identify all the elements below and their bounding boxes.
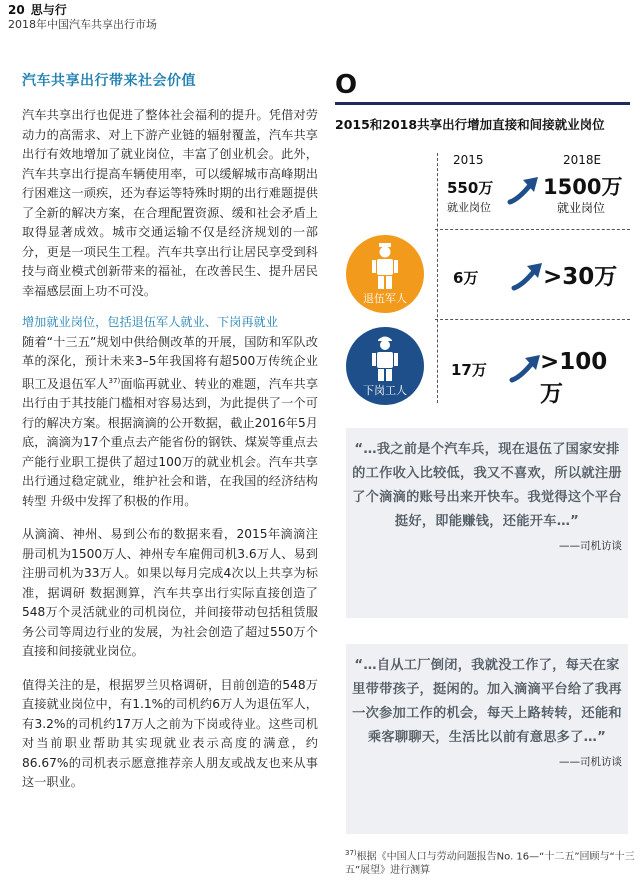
veteran-circle bbox=[346, 235, 424, 313]
paragraph-3: 从滴滴、神州、易到公布的数据来看，2015年滴滴注册司机为1500万人、神州专车雇佣司机3.6万人、易到注册司机为33万人。如果以每月完成4次以上共享为标准，据调研 数据测算，汽车共享出行实际直接创造了548万个灵活就业的司机岗位，并间接带动包括租赁服务公司等周边行业的发展，为社会创造了超过550万个直接和间接就业岗位。 bbox=[22, 527, 318, 659]
arrow-up-right-icon bbox=[507, 175, 541, 205]
footnote-number: 37) bbox=[345, 849, 357, 857]
quote-1-source: ——司机访谈 bbox=[559, 540, 622, 552]
infographic-title: 2015和2018共享出行增加直接和间接就业岗位 bbox=[335, 117, 605, 132]
arrow-up-right-icon bbox=[511, 261, 545, 291]
quote-2-source: ——司机访谈 bbox=[559, 756, 622, 768]
row2-2015-value: 6万 bbox=[453, 269, 479, 287]
worker-person-icon bbox=[372, 335, 398, 381]
quote-1: “…我之前是个汽车兵，现在退伍了国家安排的工作收入比较低，我又不喜欢，所以就注册了个滴滴的账号出来开快车。我觉得这个平台挺好，即能赚钱，还能开车…” bbox=[352, 442, 622, 529]
row3-2015-value: 17万 bbox=[451, 361, 487, 379]
row3-2018-value: >100万 bbox=[540, 349, 608, 407]
right-column bbox=[335, 70, 630, 413]
page-header bbox=[8, 2, 628, 32]
row1-2018-value: 1500万 bbox=[543, 175, 623, 199]
veteran-label: 退伍军人 bbox=[363, 292, 407, 305]
footnote bbox=[345, 846, 635, 878]
quote-2: “…自从工厂倒闭，我就没工作了，每天在家里带带孩子，挺闲的。加入滴滴平台给了我再一次参加工作的机会，每天上路转转，还能和乘客聊聊天，生活比以前有意思多了…” bbox=[352, 658, 622, 745]
year-2018e: 2018E bbox=[563, 153, 602, 167]
paragraph-1: 汽车共享出行也促进了整体社会福利的提升。凭借对劳动力的高需求、对上下游产业链的辐射覆盖，汽车共享出行有效地增加了就业岗位，丰富了创业机会。此外，汽车共享出行提高车辆使用率，可以缓解城市高峰期出行困难这一顽疾，还为春运等特殊时期的出行难题提供了全新的解决方案，在合理配置资源、缓和社会矛盾上取得显著成效。城市交通运输不仅是经济规划的一部分，更是一项民生工程。汽车共享出行让居民享受到科技与商业模式创新带来的福祉，在改善民生、提升居民幸福感层面上功不可没。 bbox=[22, 108, 318, 298]
quote-box-2 bbox=[346, 644, 628, 834]
page-number: 20 bbox=[8, 3, 25, 17]
year-2015: 2015 bbox=[453, 153, 484, 167]
section-title: 思与行 bbox=[30, 3, 67, 17]
row-divider bbox=[435, 319, 630, 320]
column-divider bbox=[437, 153, 438, 403]
row1-2018-label: 就业岗位 bbox=[557, 201, 606, 215]
employment-infographic bbox=[335, 153, 630, 413]
subheading: 增加就业岗位，包括退伍军人就业、下岗再就业 bbox=[22, 315, 278, 329]
footnote-text: 根据《中国人口与劳动问题报告No. 16—“十二五”回顾与“十三五”展望》进行测算 bbox=[345, 851, 635, 877]
section-heading: 汽车共享出行带来社会价值 bbox=[22, 73, 196, 89]
left-column bbox=[22, 70, 318, 793]
footnote-ref: 37) bbox=[108, 376, 121, 385]
arrow-up-right-icon bbox=[509, 353, 543, 383]
veteran-person-icon bbox=[372, 243, 398, 289]
worker-label: 下岗工人 bbox=[363, 384, 407, 397]
logo-mark: O bbox=[335, 70, 358, 100]
divider bbox=[335, 102, 630, 105]
paragraph-2-start: 随着“十三五”规划中供给侧改革的开展，国防和军队改革的深化，预计未来3–5年我国将有超500万传统企业职工及退伍军人 bbox=[22, 334, 318, 391]
header-line bbox=[8, 2, 628, 18]
quote-box-1 bbox=[346, 428, 628, 618]
paragraph-2-end: 面临再就业、转业的难题，汽车共享出行由于其技能门槛相对容易达到，为此提供了一个可行的解决方案。根据滴滴的公开数据，截止2016年5月底，滴滴为17个重点去产能省份的钢铁、煤炭等重点去产能行业职工提供了超过100万的就业机会。汽车共享出行通过稳定就业，维护社会和谐，在我国的经济结构转型 升级中发挥了积极的作用。 bbox=[22, 376, 319, 508]
row2-2018-value: >30万 bbox=[543, 264, 618, 290]
header-subtitle: 2018年中国汽车共享出行市场 bbox=[8, 18, 157, 31]
row-divider bbox=[435, 229, 630, 230]
row1-2015-value: 550万 bbox=[447, 179, 494, 197]
paragraph-2 bbox=[22, 333, 318, 512]
row1-2015-label: 就业岗位 bbox=[447, 201, 491, 214]
paragraph-4: 值得关注的是，根据罗兰贝格调研，目前创造的548万直接就业岗位中，有1.1%的司机约6万人为退伍军人，有3.2%的司机约17万人之前为下岗或待业。这些司机对当前职业帮助其实现就业表示高度的满意，约86.67%的司机表示愿意推荐亲人朋友或战友也来从事这一职业。 bbox=[22, 677, 318, 790]
worker-circle bbox=[346, 327, 424, 405]
